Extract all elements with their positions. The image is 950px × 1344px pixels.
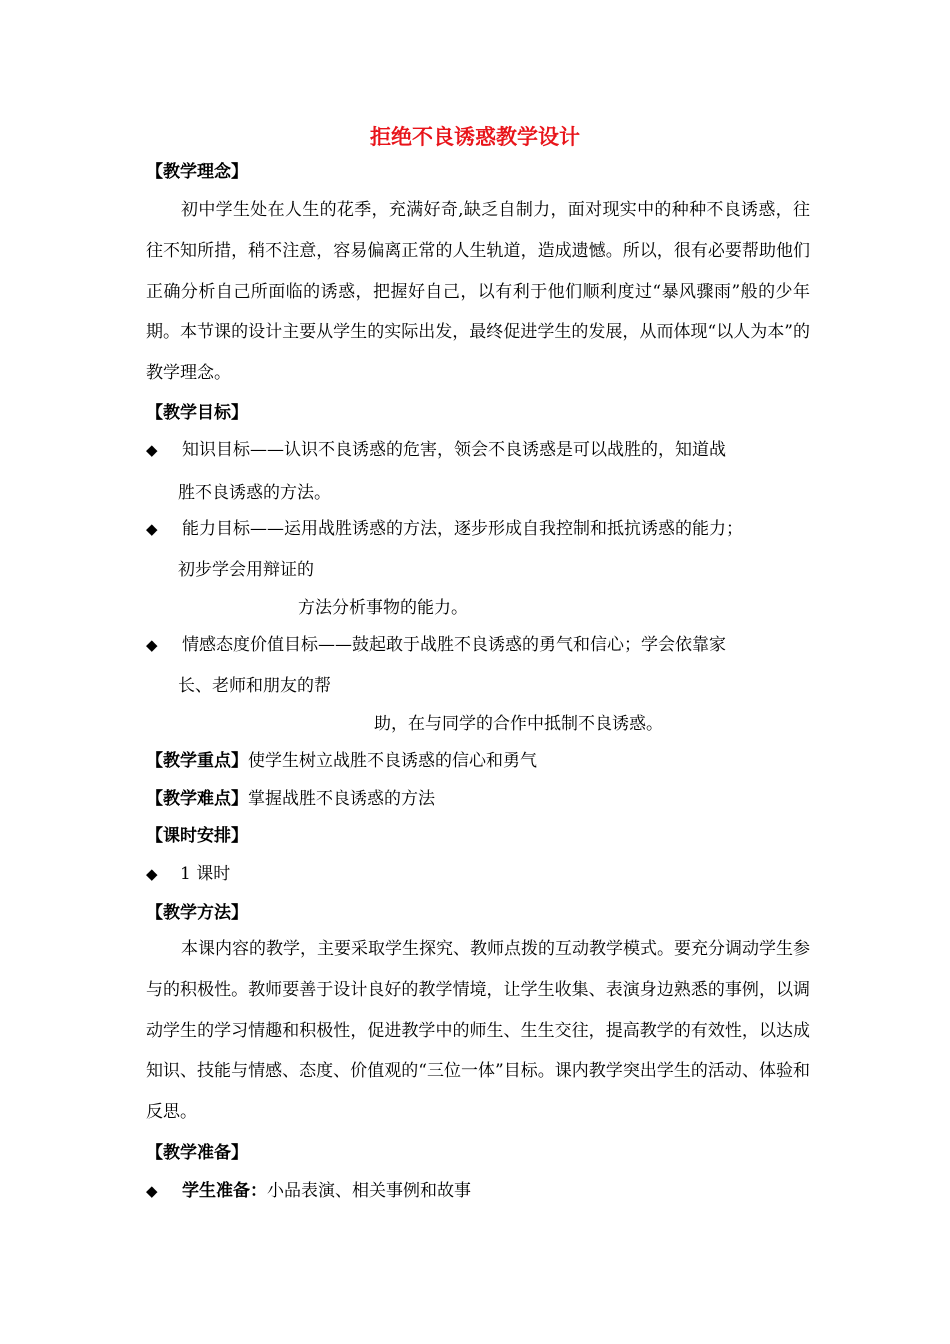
goal-knowledge-line2: 胜不良诱惑的方法。: [178, 483, 331, 503]
preparation-heading: 【教学准备】: [146, 1143, 248, 1163]
difficulty-row: [146, 787, 435, 811]
concept-paragraph: [146, 190, 810, 394]
difficulty-text: 掌握战胜不良诱惑的方法: [248, 789, 435, 809]
preparation-item: [182, 1179, 471, 1203]
bullet-icon: ◆: [146, 441, 158, 459]
goal-ability-line3: 方法分析事物的能力。: [298, 598, 468, 618]
difficulty-heading: 【教学难点】: [146, 789, 248, 809]
goal-ability-line2: 初步学会用辩证的: [178, 560, 314, 580]
bullet-icon: ◆: [146, 1182, 158, 1200]
preparation-label: 学生准备：: [182, 1181, 267, 1201]
schedule-item: 1 课时: [180, 864, 231, 884]
concept-body: 初中学生处在人生的花季，充满好奇,缺乏自制力，面对现实中的种种不良诱惑，往往不知所措，稍不注意，容易偏离正常的人生轨道，造成遗憾。所以，很有必要帮助他们正确分析自己所面临的诱惑，把握好自己，以有利于他们顺利度过“暴风骤雨”般的少年期。本节课的设计主要从学生的实际出发，最终促进学生的发展，从而体现“以人为本”的教学理念。: [146, 200, 810, 384]
goal-knowledge-line1: 知识目标——认识不良诱惑的危害，领会不良诱惑是可以战胜的，知道战: [182, 440, 726, 460]
key-point-row: [146, 749, 537, 773]
key-point-heading: 【教学重点】: [146, 751, 248, 771]
method-body: 本课内容的教学，主要采取学生探究、教师点拨的互动教学模式。要充分调动学生参与的积极性。教师要善于设计良好的教学情境，让学生收集、表演身边熟悉的事例，以调动学生的学习情趣和积极性，促进教学中的师生、生生交往，提高教学的有效性，以达成知识、技能与情感、态度、价值观的“三位一体”目标。课内教学突出学生的活动、体验和反思。: [146, 939, 810, 1123]
schedule-heading: 【课时安排】: [146, 826, 248, 846]
document-title: 拒绝不良诱惑教学设计: [370, 124, 580, 149]
concept-heading: 【教学理念】: [146, 162, 248, 182]
goals-heading: 【教学目标】: [146, 403, 248, 423]
method-heading: 【教学方法】: [146, 903, 248, 923]
bullet-icon: ◆: [146, 520, 158, 538]
goal-emotion-line1: 情感态度价值目标——鼓起敢于战胜不良诱惑的勇气和信心；学会依靠家: [182, 635, 726, 655]
goal-ability-line1: 能力目标——运用战胜诱惑的方法，逐步形成自我控制和抵抗诱惑的能力；: [182, 519, 743, 539]
goal-emotion-line3: 助，在与同学的合作中抵制不良诱惑。: [374, 714, 663, 734]
key-point-text: 使学生树立战胜不良诱惑的信心和勇气: [248, 751, 537, 771]
goal-emotion-line2: 长、老师和朋友的帮: [178, 676, 331, 696]
bullet-icon: ◆: [146, 636, 158, 654]
method-paragraph: [146, 929, 810, 1133]
bullet-icon: ◆: [146, 865, 158, 883]
preparation-text: 小品表演、相关事例和故事: [267, 1181, 471, 1201]
